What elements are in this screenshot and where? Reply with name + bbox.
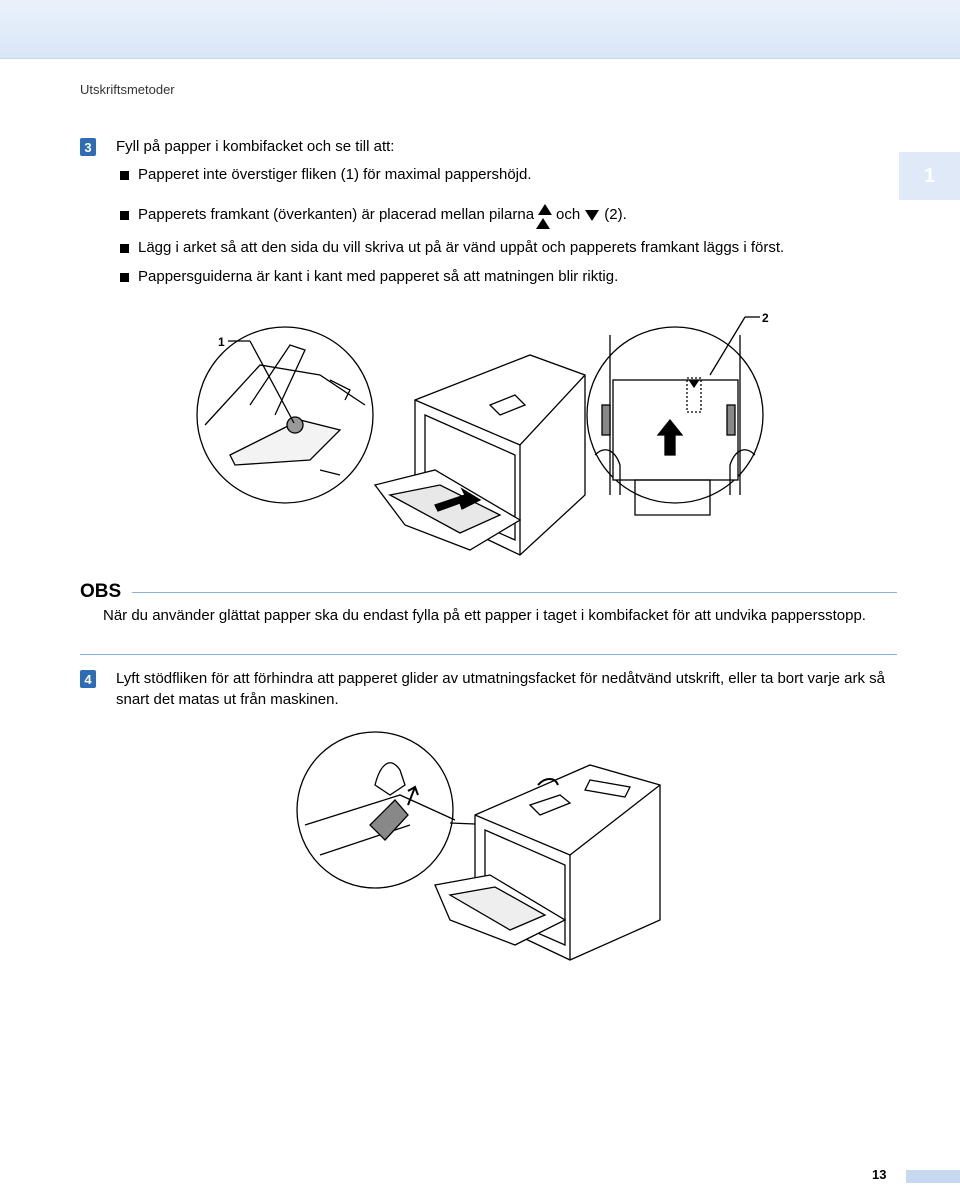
arrow-up-icon (536, 218, 550, 229)
step-number: 4 (80, 670, 96, 688)
step-text: Fyll på papper i kombifacket och se till att: (116, 138, 395, 155)
note-divider (80, 654, 897, 655)
bullet-text: Papperets framkant (överkanten) är placerad mellan pilarna (138, 206, 535, 223)
header-band (0, 0, 960, 59)
note-text: När du använder glättat papper ska du endast fylla på ett papper i taget i kombifacket för att undvika pappersstopp. (103, 607, 866, 624)
bullet-square-icon (120, 211, 129, 220)
support-flap-illustration (290, 725, 700, 965)
callout-2-label: 2 (762, 311, 769, 325)
printer-loading-illustration (190, 305, 790, 570)
bullet-square-icon (120, 171, 129, 180)
bullet-item (120, 165, 532, 185)
page-bar (906, 1170, 960, 1183)
arrow-up-icon (538, 204, 552, 215)
bullet-text: (2). (604, 206, 627, 223)
bullet-text: Pappersguiderna är kant i kant med papperet så att matningen blir riktig. (138, 268, 619, 285)
section-title: Utskriftsmetoder (80, 82, 175, 97)
bullet-text: Papperet inte överstiger fliken (1) för maximal pappershöjd. (138, 166, 532, 183)
page-number: 13 (872, 1167, 887, 1182)
bullet-square-icon (120, 273, 129, 282)
step-text: Lyft stödfliken för att förhindra att papperet glider av utmatningsfacket för nedåtvänd utskrift, eller ta bort varje ark så snart det matas ut från maskinen. (116, 670, 886, 708)
callout-1-label: 1 (218, 335, 225, 349)
step-number: 3 (80, 138, 96, 156)
bullet-text: och (556, 206, 581, 223)
bullet-square-icon (120, 244, 129, 253)
note-divider (132, 592, 897, 593)
bullet-text: Lägg i arket så att den sida du vill skriva ut på är vänd uppåt och papperets framkant läggs i först. (138, 239, 785, 256)
bullet-item (120, 238, 784, 258)
bullet-item (120, 267, 618, 287)
chapter-tab: 1 (899, 152, 960, 200)
bullet-item (120, 205, 627, 225)
arrow-down-icon (585, 210, 599, 221)
note-title: OBS (80, 581, 122, 602)
